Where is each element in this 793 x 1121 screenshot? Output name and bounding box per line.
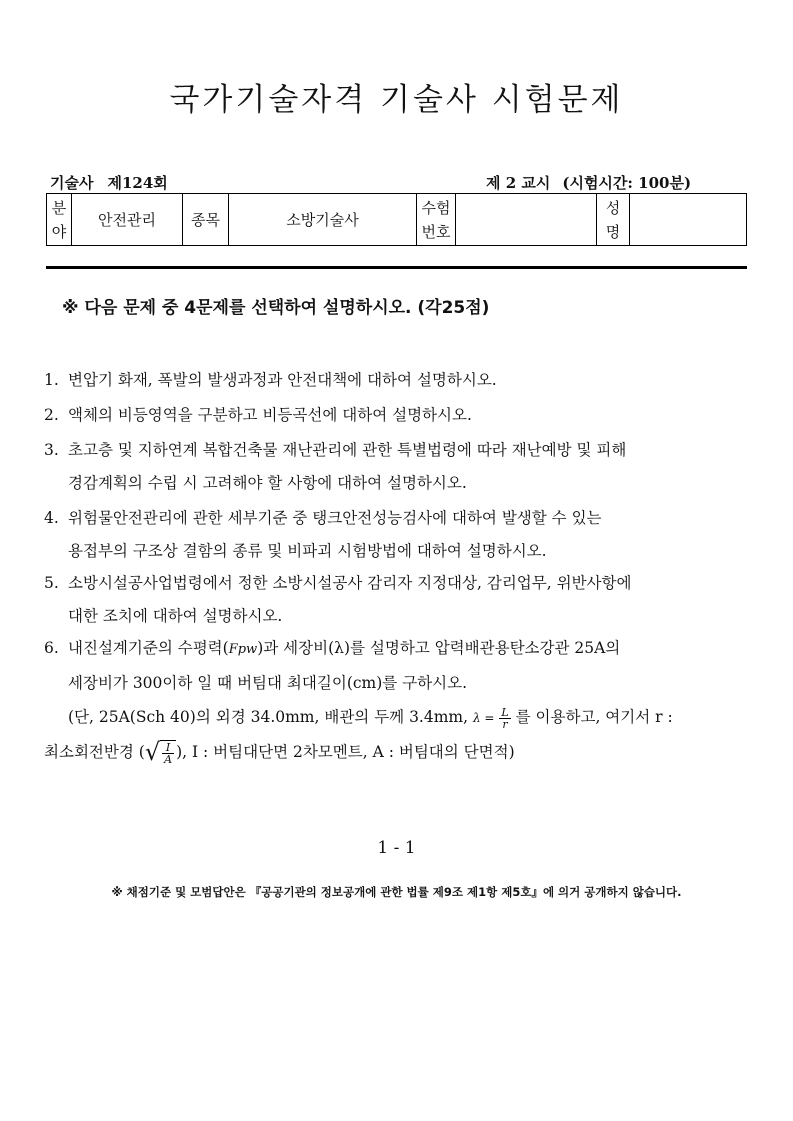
name-label-cell [597,194,630,246]
page-number: 1 - 1 [377,838,416,858]
exam-meta-left [50,172,168,193]
exam-no-label-2: 번호 [421,222,451,241]
question-number: 5. [44,574,59,592]
question-6 [44,637,749,765]
field-value: 안전관리 [72,194,183,246]
candidate-info-table [46,193,747,246]
note-text-b: 를 이용하고, 여기서 r : [515,708,673,726]
exam-no-label-cell [417,194,456,246]
question-2 [44,404,749,426]
sqrt-denominator: A [164,753,173,766]
question-text: 액체의 비등영역을 구분하고 비등곡선에 대하여 설명하시오. [68,406,472,424]
question-number: 6. [44,639,59,657]
question-number: 2. [44,406,59,424]
type-value: 소방기술사 [229,194,417,246]
disclosure-notice: ※ 채점기준 및 모범답안은 『공공기관의 정보공개에 관한 법률 제9조 제1항 제5호』에 의거 공개하지 않습니다. [111,885,682,899]
exam-no-label-1: 수험 [421,198,451,217]
page-title: 국가기술자격 기술사 시험문제 [169,82,624,118]
field-label-2: 야 [51,222,67,241]
question-text-line1: 위험물안전관리에 관한 세부기준 중 탱크안전성능검사에 대하여 발생할 수 있는 [68,509,602,527]
type-label: 종목 [183,194,229,246]
question-number: 1. [44,371,59,389]
question-text: 변압기 화재, 폭발의 발생과정과 안전대책에 대하여 설명하시오. [68,371,497,389]
note-text-c: 최소회전반경 ( [44,742,145,761]
sqrt-numerator: I [162,742,174,754]
radius-formula [160,740,176,766]
question-3 [44,439,749,494]
exam-no-field[interactable] [456,194,597,246]
exam-round: 제124회 [107,174,168,192]
sqrt-icon: √ [144,738,161,767]
name-label-1: 성 [605,198,621,217]
slenderness-fraction [499,707,510,730]
question-text-line2: 세장비가 300이하 일 때 버팀대 최대길이(cm)를 구하시오. [68,674,468,692]
question-note-line2 [44,740,749,766]
question-text-line1: 초고층 및 지하연계 복합건축물 재난관리에 관한 특별법령에 따라 재난예방 및 피해 [68,441,627,459]
fpw-symbol: Fpw [228,642,258,657]
note-text-a: (단, 25A(Sch 40)의 외경 34.0mm, 배관의 두께 3.4mm, [68,708,473,726]
field-label-1: 분 [51,198,67,217]
instruction-text: ※ 다음 문제 중 4문제를 선택하여 설명하시오. (각25점) [62,298,490,318]
question-text-line1: 소방시설공사업법령에서 정한 소방시설공사 감리자 지정대상, 감리업무, 위반사항에 [68,574,632,592]
question-text-line2: 대한 조치에 대하여 설명하시오. [68,607,283,625]
name-label-2: 명 [605,222,621,241]
question-number: 4. [44,509,59,527]
exam-category: 기술사 [50,174,94,192]
fraction-denominator: r [502,717,508,731]
question-text-line1b: )과 세장비(λ)를 설명하고 압력배관용탄소강관 25A의 [257,639,621,657]
question-note-line1 [44,706,749,730]
question-text-line2: 경감계획의 수립 시 고려해야 할 사항에 대하여 설명하시오. [68,474,467,492]
name-field[interactable] [630,194,747,246]
lambda-formula: λ = [472,711,495,725]
question-text-line2: 용접부의 구조상 결함의 종류 및 비파괴 시험방법에 대하여 설명하시오. [68,542,547,560]
question-1 [44,369,749,391]
note-text-d: ), I : 버팀대단면 2차모멘트, A : 버팀대의 단면적) [176,742,515,761]
fraction-numerator: L [501,705,509,719]
divider-line [46,266,747,269]
exam-period: 제 2 교시 [486,174,551,192]
exam-duration: (시험시간: 100분) [562,174,692,192]
question-4 [44,507,749,562]
question-text-line1a: 내진설계기준의 수평력( [68,639,229,657]
exam-meta-right [486,172,691,193]
question-5 [44,572,749,627]
question-number: 3. [44,441,59,459]
field-label-cell [47,194,72,246]
